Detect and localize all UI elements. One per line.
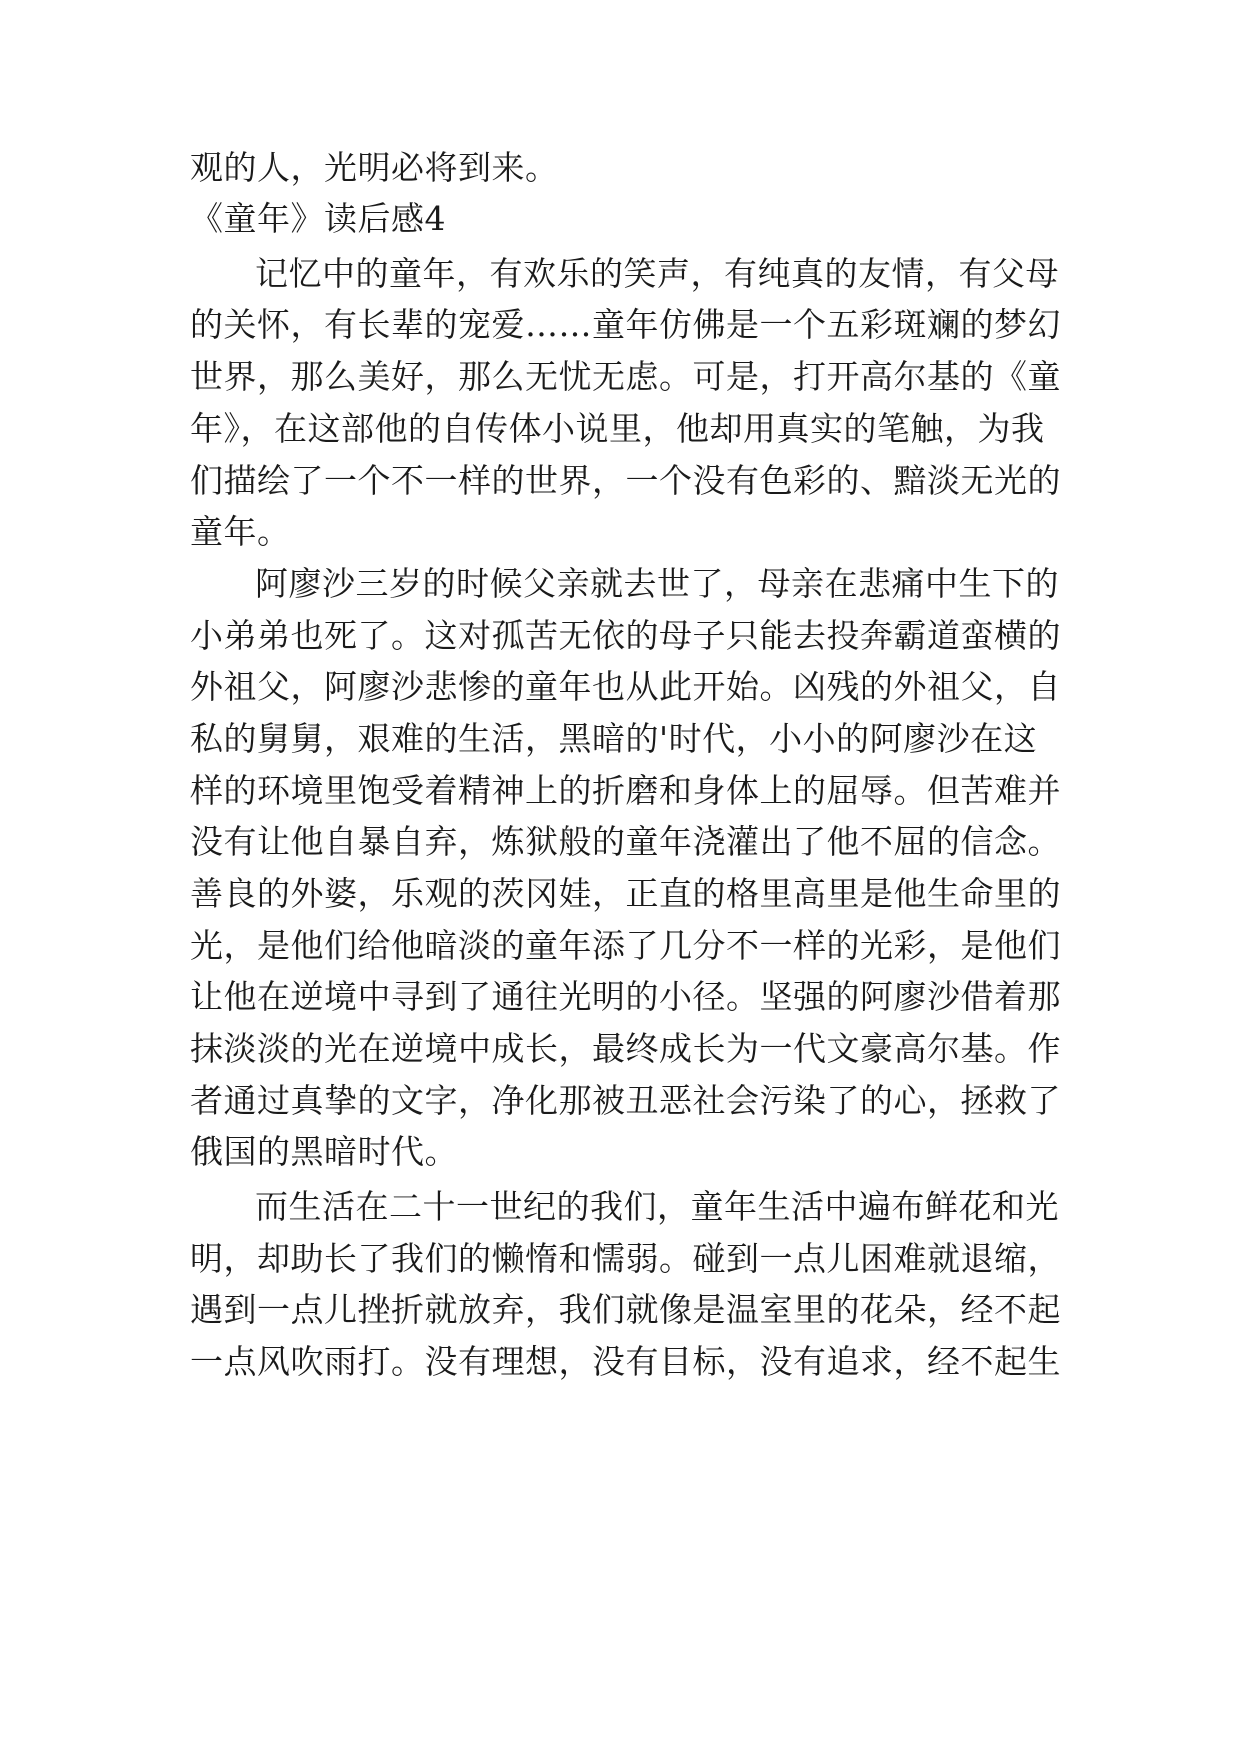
paragraph-2-line: 私的舅舅，艰难的生活，黑暗的'时代，小小的阿廖沙在这 (190, 719, 1038, 758)
paragraph-1-line: 童年。 (190, 512, 291, 551)
paragraph-continuation: 观的人，光明必将到来。 (190, 148, 559, 187)
paragraph-2-line: 俄国的黑暗时代。 (190, 1132, 458, 1171)
paragraph-1-line: 年》，在这部他的自传体小说里，他却用真实的笔触，为我 (190, 409, 1045, 448)
paragraph-2-line: 善良的外婆，乐观的茨冈娃，正直的格里高里是他生命里的 (190, 874, 1061, 913)
paragraph-1-line: 世界，那么美好，那么无忧无虑。可是，打开高尔基的《童 (190, 357, 1061, 396)
paragraph-2-line: 让他在逆境中寻到了通往光明的小径。坚强的阿廖沙借着那 (190, 977, 1061, 1016)
paragraph-2-line: 光，是他们给他暗淡的童年添了几分不一样的光彩，是他们 (190, 926, 1061, 965)
paragraph-2-line: 小弟弟也死了。这对孤苦无依的母子只能去投奔霸道蛮横的 (190, 616, 1061, 655)
paragraph-3-line: 一点风吹雨打。没有理想，没有目标，没有追求，经不起生 (190, 1342, 1061, 1381)
paragraph-2-line: 抹淡淡的光在逆境中成长，最终成长为一代文豪高尔基。作 (190, 1029, 1061, 1068)
paragraph-2-line: 外祖父，阿廖沙悲惨的童年也从此开始。凶残的外祖父，自 (190, 667, 1061, 706)
paragraph-3-line: 明，却助长了我们的懒惰和懦弱。碰到一点儿困难就退缩， (190, 1239, 1061, 1278)
paragraph-1-line: 记忆中的童年，有欢乐的笑声，有纯真的友情，有父母 (255, 254, 1059, 293)
paragraph-2-line: 阿廖沙三岁的时候父亲就去世了，母亲在悲痛中生下的 (255, 564, 1059, 603)
paragraph-3-line: 而生活在二十一世纪的我们，童年生活中遍布鲜花和光 (255, 1187, 1059, 1226)
paragraph-2-line: 没有让他自暴自弃，炼狱般的童年浇灌出了他不屈的信念。 (190, 822, 1061, 861)
paragraph-2-line: 者通过真挚的文字，净化那被丑恶社会污染了的心，拯救了 (190, 1081, 1061, 1120)
paragraph-2-line: 样的环境里饱受着精神上的折磨和身体上的屈辱。但苦难并 (190, 771, 1061, 810)
paragraph-1-line: 们描绘了一个不一样的世界，一个没有色彩的、黯淡无光的 (190, 461, 1061, 500)
section-heading: 《童年》读后感4 (190, 199, 446, 238)
paragraph-3-line: 遇到一点儿挫折就放弃，我们就像是温室里的花朵，经不起 (190, 1290, 1061, 1329)
paragraph-1-line: 的关怀，有长辈的宠爱……童年仿佛是一个五彩斑斓的梦幻 (190, 305, 1061, 344)
